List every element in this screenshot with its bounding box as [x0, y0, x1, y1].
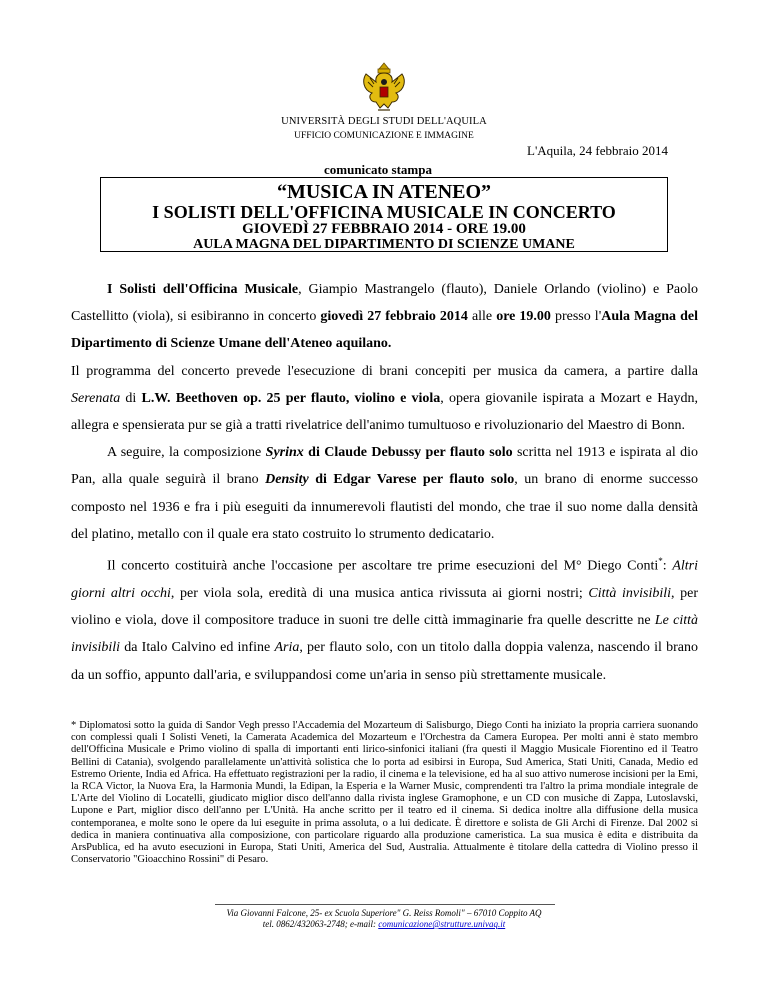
text-run: alle	[467, 309, 497, 325]
text-run: Città invisibili	[588, 585, 671, 601]
title-box	[100, 177, 668, 252]
text-run: di Edgar Varese per flauto solo	[308, 472, 515, 488]
title-line-datetime: GIOVEDÌ 27 FEBBRAIO 2014 - ORE 19.00	[242, 221, 526, 237]
text-run: Altri giorni altri occhi	[71, 558, 699, 601]
footer-divider	[215, 904, 555, 905]
paragraph-premieres	[71, 548, 698, 689]
text-run: A seguire, la composizione	[107, 445, 266, 461]
footer-phone: tel. 0862/432063-2748; e-mail:	[262, 919, 379, 929]
footer-contacts	[0, 919, 768, 930]
text-run: Il concerto costituirà anche l'occasione per ascoltare tre prime esecuzioni del M° Diego Conti	[107, 558, 659, 574]
title-line-performers: I SOLISTI DELL'OFFICINA MUSICALE IN CONCERTO	[152, 202, 616, 222]
text-run: Syrinx	[265, 445, 304, 461]
office-name: UFFICIO COMUNICAZIONE E IMMAGINE	[294, 131, 474, 141]
text-run: *	[658, 556, 663, 567]
footnote-diego-conti: * Diplomatosi sotto la guida di Sandor Vegh presso l'Accademia del Mozarteum di Salisburgo, Diego Conti ha iniziato la propria carriera suonando con complessi quali I Solisti Veneti, la Camerata Academica del Mozarteum e l'Orchestra da Camera Europea. Per molti anni è stato membro dell'Officina Musicale e Primo violino di spalla di importanti enti lirico-sinfonici italiani (fra questi il Maggio Musicale Fiorentino ed il Teatro Bellini di Catania), svolgendo parallelamente un'attività solistica che lo porta ad esibirsi in Europa, Sud America, Stati Uniti, Canada, Medio ed Estremo Oriente, India ed Africa. Ha effettuato registrazioni per la radio, il cinema e la televisione, ed ha al suo attivo numerose incisioni per la Emi, la RCA Victor, la Nuova Era, la Harmonia Mundi, la Edipan, la Esperia e la Warner Music, comprendenti tra l'altro la prima mondiale integrale de L'Arte del Violino di Locatelli, giudicato miglior disco dell'anno dalla rivista inglese Gramophone, e un CD con musiche di Zappa, Lutoslavski, Lupone e Part, miglior disco dell'anno per L'Unità. Ha anche scritto per il teatro ed il cinema. Si dedica inoltre alla diffusione della musica contemporanea, e molte sono le opere da lui eseguite in prima assoluta, o a lui dedicate. È direttore e solista de Gli Archi di Firenze. Dal 2002 si dedica in maniera continuativa alla composizione, con particolare riguardo alla produzione cameristica. La sua musica è edita e distribuita da ArsPublica, ed ha avuto esecuzioni in Europa, Stati Uniti, America del Sud, Australia. Attualmente è titolare della cattedra di Violino presso il Conservatorio "Gioacchino Rossini" di Pesaro.	[71, 720, 698, 866]
text-run: , per viola sola, eredità di una musica antica rivissuta ai giorni nostri;	[170, 585, 589, 601]
university-name: UNIVERSITÀ DEGLI STUDI DELL'AQUILA	[281, 116, 487, 127]
title-line-venue: AULA MAGNA DEL DIPARTIMENTO DI SCIENZE UMANE	[193, 237, 575, 252]
text-run: Il programma del concerto prevede l'esecuzione di brani concepiti per musica da camera, a partire dalla	[71, 363, 698, 379]
text-run: Aria	[274, 640, 300, 656]
text-run: :	[662, 558, 673, 574]
title-line-event: “MUSICA IN ATENEO”	[276, 181, 492, 203]
text-run: da Italo Calvino ed infine	[120, 640, 275, 656]
text-run: Le città invisibili	[71, 613, 698, 656]
footer	[0, 908, 768, 930]
text-run: Serenata	[71, 390, 121, 406]
text-run: L.W. Beethoven op. 25 per flauto, violino e viola	[141, 390, 441, 406]
footer-email-link[interactable]: comunicazione@strutture.univaq.it	[378, 919, 506, 929]
text-run: , opera giovanile ispirata a Mozart e Haydn, allegra e spensierata pur se già a tratti rivelatrice dell'animo tumultuoso e rivoluzionario del Maestro di Bonn.	[71, 390, 699, 434]
text-run: presso l'	[550, 309, 602, 325]
text-run: , per violino e viola, dove il compositore traduce in suoni tre delle città immaginarie fra quelle descritte ne	[71, 585, 698, 629]
text-run: , un brano di enorme successo composto nel 1936 e fra i più eseguiti da innumerevoli flautisti del mondo, che trae il suo nome dalla densità del platino, metallo con il quale era stato costruito lo strumento dedicatario.	[71, 472, 699, 542]
text-run: giovedì 27 febbraio 2014	[320, 309, 468, 325]
university-eagle-crest-icon	[358, 60, 410, 116]
text-run: di	[120, 390, 142, 406]
paragraph-debussy-varese	[71, 439, 698, 548]
document-type: comunicato stampa	[324, 162, 432, 177]
text-run: Density	[265, 472, 309, 488]
footer-address: Via Giovanni Falcone, 25- ex Scuola Superiore" G. Reiss Romoli" – 67010 Coppito AQ	[226, 908, 542, 918]
press-release-body	[71, 276, 698, 689]
text-run: Aula Magna del Dipartimento di Scienze Umane dell'Ateneo aquilano.	[71, 309, 698, 352]
text-run: di Claude Debussy per flauto solo	[303, 445, 513, 461]
text-run: , per flauto solo, con un titolo dalla doppia valenza, nascendo il brano da un soffio, appunto dall'aria, e sviluppandosi come un'aria in senso più strettamente musicale.	[71, 640, 698, 683]
paragraph-program	[71, 358, 698, 440]
document-date: L'Aquila, 24 febbraio 2014	[527, 143, 668, 158]
text-run: I Solisti dell'Officina Musicale	[107, 282, 299, 297]
text-run: ore 19.00	[496, 309, 551, 325]
text-run: scritta nel 1913 e ispirata al dio Pan, alla quale seguirà il brano	[71, 445, 698, 488]
text-run: , Giampio Mastrangelo (flauto), Daniele Orlando (violino) e Paolo Castellitto (viola), si esibiranno in concerto	[71, 282, 698, 325]
paragraph-intro	[71, 276, 698, 358]
